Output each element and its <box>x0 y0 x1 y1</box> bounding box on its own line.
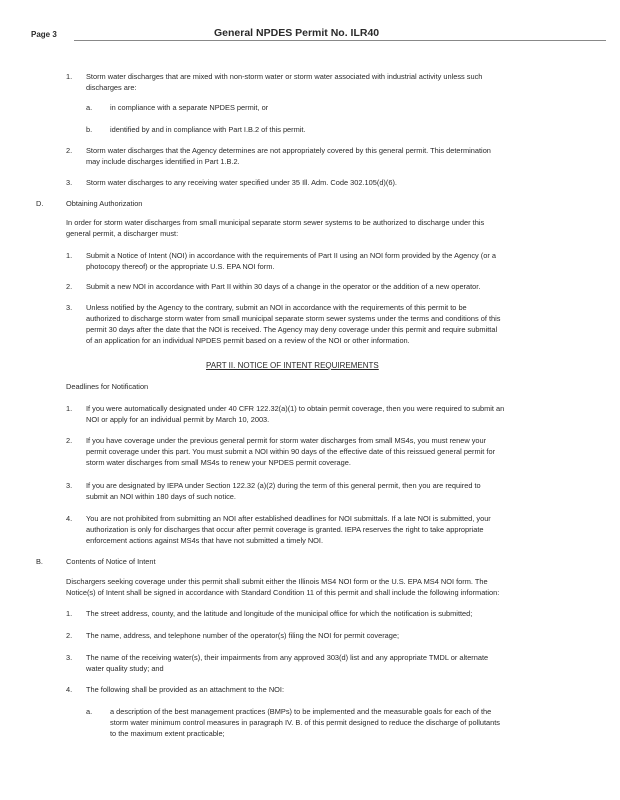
item-letter: b. <box>86 125 93 134</box>
header-rule <box>74 40 606 41</box>
paragraph-line: identified by and in compliance with Part I.B.2 of this permit. <box>110 125 306 134</box>
paragraph-line: Storm water discharges that the Agency determines are not appropriately covered by this general permit. This determination <box>86 146 491 155</box>
paragraph-line: to the maximum extent practicable; <box>110 729 225 738</box>
paragraph-line: a description of the best management practices (BMPs) to be implemented and the measurable goals for each of the <box>110 707 492 716</box>
item-number: 2. <box>66 631 73 640</box>
section-heading: Deadlines for Notification <box>66 382 149 391</box>
item-number: 4. <box>66 685 73 694</box>
paragraph-line: Storm water discharges that are mixed with non-storm water or storm water associated with industrial activity unless such <box>86 72 483 81</box>
item-number: 1. <box>66 72 73 81</box>
paragraph-line: water quality study; and <box>86 664 164 673</box>
paragraph-line: discharges are: <box>86 83 137 92</box>
item-letter: a. <box>86 707 93 716</box>
item-number: 1. <box>66 251 73 260</box>
item-number: 2. <box>66 436 73 445</box>
section-letter: B. <box>36 557 43 566</box>
paragraph-line: The name, address, and telephone number of the operator(s) filing the NOI for permit coverage; <box>86 631 400 640</box>
paragraph-line: storm water minimum control measures in paragraph IV. B. of this permit designed to reduce the discharge of pollutants <box>110 718 500 727</box>
paragraph-line: submit an NOI within 180 days of such notice. <box>86 492 236 501</box>
paragraph-line: of an application for an individual NPDES permit based on a review of the NOI or other information. <box>86 336 410 345</box>
paragraph-line: Dischargers seeking coverage under this permit shall submit either the Illinois MS4 NOI form or the U.S. EPA MS4 NOI form. The <box>66 577 488 586</box>
paragraph-line: If you have coverage under the previous general permit for storm water discharges from small MS4s, you must renew your <box>86 436 487 445</box>
item-number: 2. <box>66 146 73 155</box>
paragraph-line: Submit a Notice of Intent (NOI) in accordance with the requirements of Part II using an NOI form provided by the Agency (or a <box>86 251 496 260</box>
paragraph-line: The street address, county, and the latitude and longitude of the municipal office for which the notification is submitted; <box>86 609 473 618</box>
paragraph-line: permit 30 days after the date that the NOI is received. The Agency may deny coverage under this permit and require submittal <box>86 325 498 334</box>
paragraph-line: may include discharges identified in Part 1.B.2. <box>86 157 240 166</box>
paragraph-line: permit coverage under this part. You must submit a NOI within 90 days of the effective date of this reissued general permit for <box>86 447 496 456</box>
paragraph-line: Unless notified by the Agency to the contrary, submit an NOI in accordance with the requirements of this permit to be <box>86 303 467 312</box>
item-letter: a. <box>86 103 93 112</box>
page-number: Page 3 <box>31 30 57 39</box>
paragraph-line: Notice(s) of Intent shall be signed in accordance with Standard Condition 11 of this permit and shall include the following information: <box>66 588 500 597</box>
paragraph-line: authorized to discharge storm water from small municipal separate storm sewer systems under the terms and conditions of this <box>86 314 501 323</box>
section-heading: Contents of Notice of Intent <box>66 557 156 566</box>
paragraph-line: NOI or apply for an individual permit by March 10, 2003. <box>86 415 270 424</box>
item-number: 3. <box>66 481 73 490</box>
paragraph-line: If you are designated by IEPA under Section 122.32 (a)(2) during the term of this general permit, then you are required to <box>86 481 481 490</box>
section-letter: D. <box>36 199 44 208</box>
paragraph-line: Submit a new NOI in accordance with Part II within 30 days of a change in the operator or the addition of a new operator. <box>86 282 481 291</box>
item-number: 4. <box>66 514 73 523</box>
paragraph-line: enforcement actions against MS4s that have not submitted a timely NOI. <box>86 536 324 545</box>
paragraph-line: If you were automatically designated under 40 CFR 122.32(a)(1) to obtain permit coverage, then you were required to submit an <box>86 404 505 413</box>
item-number: 1. <box>66 609 73 618</box>
paragraph-line: photocopy thereof) or the appropriate U.S. EPA NOI form. <box>86 262 275 271</box>
paragraph-line: You are not prohibited from submitting an NOI after established deadlines for NOI submittals. If a late NOI is submitted, your <box>86 514 491 523</box>
item-number: 2. <box>66 282 73 291</box>
page-title: General NPDES Permit No. ILR40 <box>214 27 380 39</box>
paragraph-line: in compliance with a separate NPDES permit, or <box>110 103 269 112</box>
section-heading: Obtaining Authorization <box>66 199 143 208</box>
item-number: 3. <box>66 178 73 187</box>
paragraph-line: storm water discharges from small MS4s to renew your NPDES permit coverage. <box>86 458 351 467</box>
paragraph-line: Storm water discharges to any receiving water specified under 35 Ill. Adm. Code 302.105(d)(6). <box>86 178 397 187</box>
paragraph-line: In order for storm water discharges from small municipal separate storm sewer systems to be authorized to discharge under this <box>66 218 485 227</box>
item-number: 1. <box>66 404 73 413</box>
item-number: 3. <box>66 653 73 662</box>
item-number: 3. <box>66 303 73 312</box>
paragraph-line: The following shall be provided as an attachment to the NOI: <box>86 685 285 694</box>
part-title: PART II. NOTICE OF INTENT REQUIREMENTS <box>206 361 379 370</box>
paragraph-line: The name of the receiving water(s), their impairments from any approved 303(d) list and any appropriate TMDL or alternate <box>86 653 489 662</box>
paragraph-line: general permit, a discharger must: <box>66 229 179 238</box>
paragraph-line: authorization is only for discharges that occur after permit coverage is granted. IEPA reserves the right to take appropriate <box>86 525 484 534</box>
